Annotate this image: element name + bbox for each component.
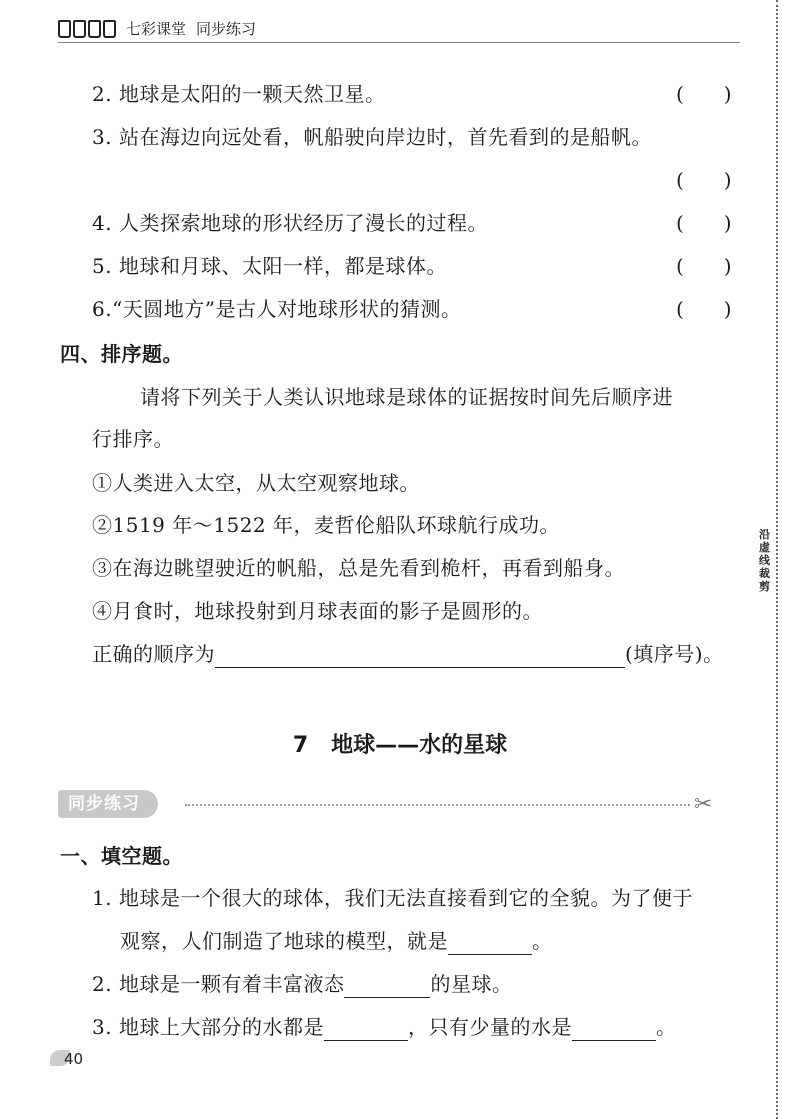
brand-name: 七彩课堂 <box>126 20 187 38</box>
sort-item-3: ③在海边眺望驶近的帆船，总是先看到桅杆，再看到船身。 <box>92 556 625 580</box>
judge-q3-answer[interactable]: ( ) <box>676 168 732 192</box>
judge-q4: 4. 人类探索地球的形状经历了漫长的过程。 <box>92 211 488 235</box>
judge-q5: 5. 地球和月球、太阳一样，都是球体。 <box>92 254 447 278</box>
fill-heading: 一、填空题。 <box>60 844 183 868</box>
cut-dotted-line <box>776 0 778 1119</box>
fill-q3-text: 3. 地球上大部分的水都是 <box>92 1015 324 1039</box>
page-number: 40 <box>64 1050 84 1068</box>
fill-q2 <box>92 970 512 998</box>
sort-answer-prefix: 正确的顺序为 <box>92 642 215 666</box>
fill-q3 <box>92 1013 676 1041</box>
sort-item-4: ④月食时，地球投射到月球表面的影子是圆形的。 <box>92 599 543 623</box>
fill-q2-blank[interactable] <box>344 975 430 998</box>
scissors-icon: ✂ <box>694 792 713 817</box>
header-divider <box>58 42 740 43</box>
banner-dotted-line <box>185 804 690 806</box>
sort-answer-blank[interactable] <box>215 645 625 668</box>
chapter-title <box>0 728 800 759</box>
judge-q5-answer[interactable]: ( ) <box>676 254 732 278</box>
fill-q3-mid: ，只有少量的水是 <box>407 1015 572 1039</box>
fill-q2-text: 2. 地球是一颗有着丰富液态 <box>92 972 345 996</box>
sort-item-2: ②1519 年～1522 年，麦哲伦船队环球航行成功。 <box>92 513 561 537</box>
fill-q1-end: 。 <box>532 929 553 953</box>
sort-answer-row <box>92 640 724 668</box>
page-header <box>58 18 256 39</box>
chapter-number: 7 <box>292 733 309 758</box>
judge-q6-answer[interactable]: ( ) <box>676 297 732 321</box>
fill-q3-blank-1[interactable] <box>324 1018 408 1041</box>
fill-q1-line2 <box>120 927 553 955</box>
fill-q1-text: 观察，人们制造了地球的模型，就是 <box>120 929 448 953</box>
sort-item-1: ①人类进入太空，从太空观察地球。 <box>92 471 420 495</box>
sort-intro-line1: 请将下列关于人类认识地球是球体的证据按时间先后顺序进 <box>140 385 673 409</box>
practice-banner: 同步练习 <box>58 790 158 818</box>
fill-q3-blank-2[interactable] <box>572 1018 656 1041</box>
flask-logo-icon <box>58 20 116 38</box>
sort-answer-suffix: (填序号)。 <box>625 642 724 666</box>
chapter-name: 地球——水的星球 <box>331 733 508 758</box>
fill-q1-line1: 1. 地球是一个很大的球体，我们无法直接看到它的全貌。为了便于 <box>92 886 693 910</box>
judge-q3: 3. 站在海边向远处看，帆船驶向岸边时，首先看到的是船帆。 <box>92 125 652 149</box>
judge-q2: 2. 地球是太阳的一颗天然卫星。 <box>92 82 386 106</box>
cut-label: 沿虚线裁剪 <box>759 528 770 593</box>
sort-heading: 四、排序题。 <box>60 342 183 366</box>
judge-q6: 6.“天圆地方”是古人对地球形状的猜测。 <box>92 297 462 321</box>
judge-q2-answer[interactable]: ( ) <box>676 82 732 106</box>
judge-q4-answer[interactable]: ( ) <box>676 211 732 235</box>
fill-q2-end: 的星球。 <box>430 972 513 996</box>
fill-q3-end: 。 <box>655 1015 677 1039</box>
header-subtitle: 同步练习 <box>196 20 257 38</box>
fill-q1-blank[interactable] <box>448 932 532 955</box>
sort-intro-line2: 行排序。 <box>92 427 174 451</box>
